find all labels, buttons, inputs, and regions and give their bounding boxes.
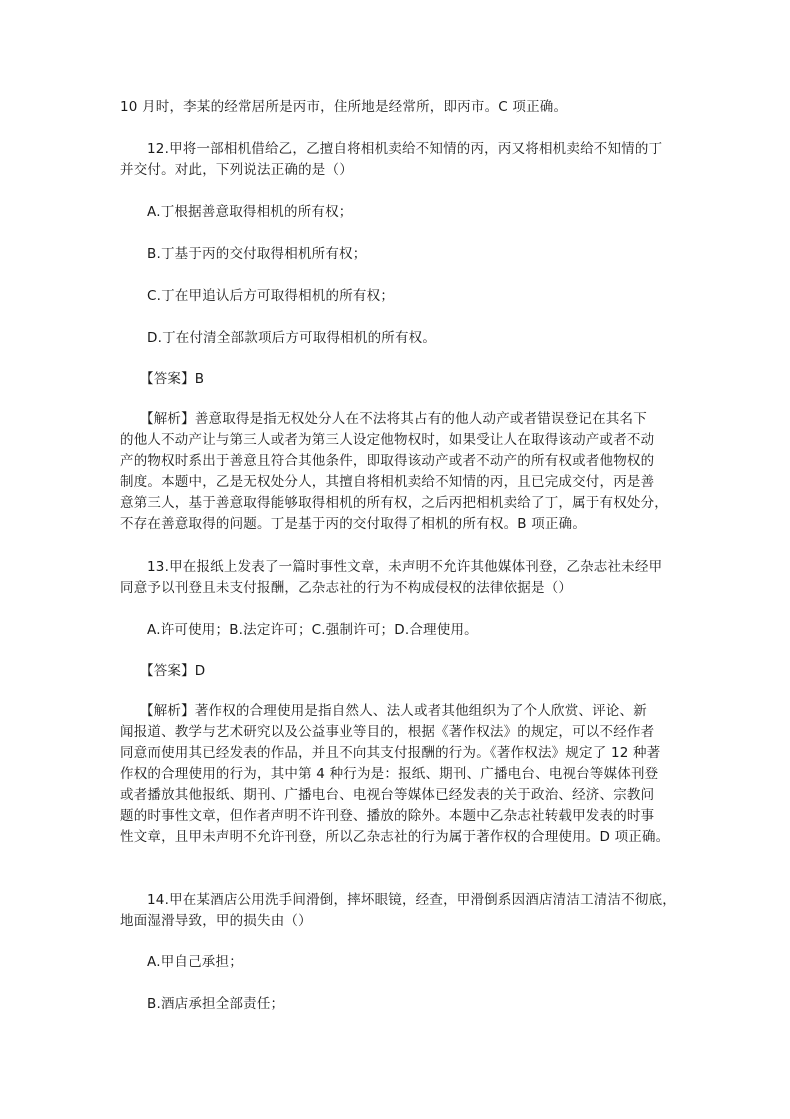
q14-stem-line1: 14.甲在某酒店公用洗手间滑倒，摔坏眼镜，经查，甲滑倒系因酒店清洁工清洁不彻底， (147, 892, 676, 908)
q13-analysis-line5: 或者播放其他报纸、期刊、广播电台、电视台等媒体已经发表的关于政治、经济、宗教问 (120, 787, 655, 803)
q13-stem-line1: 13.甲在报纸上发表了一篇时事性文章，未声明不允许其他媒体刊登，乙杂志社未经甲 (147, 559, 663, 575)
q14-stem-line2: 地面湿滑导致，甲的损失由（） (120, 913, 312, 929)
q12-analysis-text: 善意取得是指无权处分人在不法将其占有的他人动产或者错误登记在其名下 (194, 411, 647, 427)
q13-analysis-line6: 题的时事性文章，但作者声明不许刊登、播放的除外。本题中乙杂志社转载甲发表的时事 (120, 808, 655, 824)
q12-analysis-line4: 制度。本题中，乙是无权处分人，其擅自将相机卖给不知情的丙，且已完成交付，丙是善 (120, 474, 655, 490)
intro-line: 10 月时，李某的经常居所是丙市，住所地是经常所，即丙市。C 项正确。 (120, 99, 568, 115)
q13-analysis-line4: 作权的合理使用的行为，其中第 4 种行为是：报纸、期刊、广播电台、电视台等媒体刊登 (120, 766, 659, 782)
q12-option-c: C.丁在甲追认后方可取得相机的所有权； (147, 288, 395, 304)
q14-option-b: B.酒店承担全部责任； (147, 996, 285, 1012)
q13-answer: 【答案】D (140, 663, 206, 679)
q12-analysis-line2: 的他人不动产让与第三人或者为第三人设定他物权时，如果受让人在取得该动产或者不动 (120, 432, 655, 448)
q12-analysis-label: 【解析】 (140, 411, 195, 427)
q13-analysis-line7: 性文章，且甲未声明不允许刊登，所以乙杂志社的行为属于著作权的合理使用。D 项正确。 (120, 829, 670, 845)
q13-stem-line2: 同意予以刊登且未支付报酬，乙杂志社的行为不构成侵权的法律依据是（） (120, 580, 573, 596)
q12-answer: 【答案】B (140, 371, 205, 387)
q12-option-d: D.丁在付清全部款项后方可取得相机的所有权。 (147, 330, 437, 346)
q13-analysis-line2: 闻报道、教学与艺术研究以及公益事业等目的，根据《著作权法》的规定，可以不经作者 (120, 724, 655, 740)
q12-analysis-line1 (140, 408, 647, 430)
q12-analysis-line6: 不存在善意取得的问题。丁是基于丙的交付取得了相机的所有权。B 项正确。 (120, 516, 587, 532)
q13-options: A.许可使用；B.法定许可；C.强制许可；D.合理使用。 (147, 622, 478, 638)
q13-analysis-line3: 同意而使用其已经发表的作品，并且不向其支付报酬的行为。《著作权法》规定了 12 种著 (120, 745, 661, 761)
q12-option-b: B.丁基于丙的交付取得相机所有权； (147, 246, 367, 262)
q12-stem-line1: 12.甲将一部相机借给乙，乙擅自将相机卖给不知情的丙，丙又将相机卖给不知情的丁 (147, 141, 663, 157)
q13-analysis-label: 【解析】 (140, 703, 195, 719)
q12-analysis-line5: 意第三人，基于善意取得能够取得相机的所有权，之后丙把相机卖给了丁，属于有权处分， (120, 495, 668, 511)
q12-option-a: A.丁根据善意取得相机的所有权； (147, 204, 353, 220)
q12-stem-line2: 并交付。对此，下列说法正确的是（） (120, 162, 353, 178)
q13-analysis-text: 著作权的合理使用是指自然人、法人或者其他组织为了个人欣赏、评论、新 (194, 703, 647, 719)
q14-option-a: A.甲自己承担； (147, 954, 243, 970)
q12-analysis-line3: 产的物权时系出于善意且符合其他条件，即取得该动产或者不动产的所有权或者他物权的 (120, 453, 655, 469)
q13-analysis-line1 (140, 700, 647, 722)
